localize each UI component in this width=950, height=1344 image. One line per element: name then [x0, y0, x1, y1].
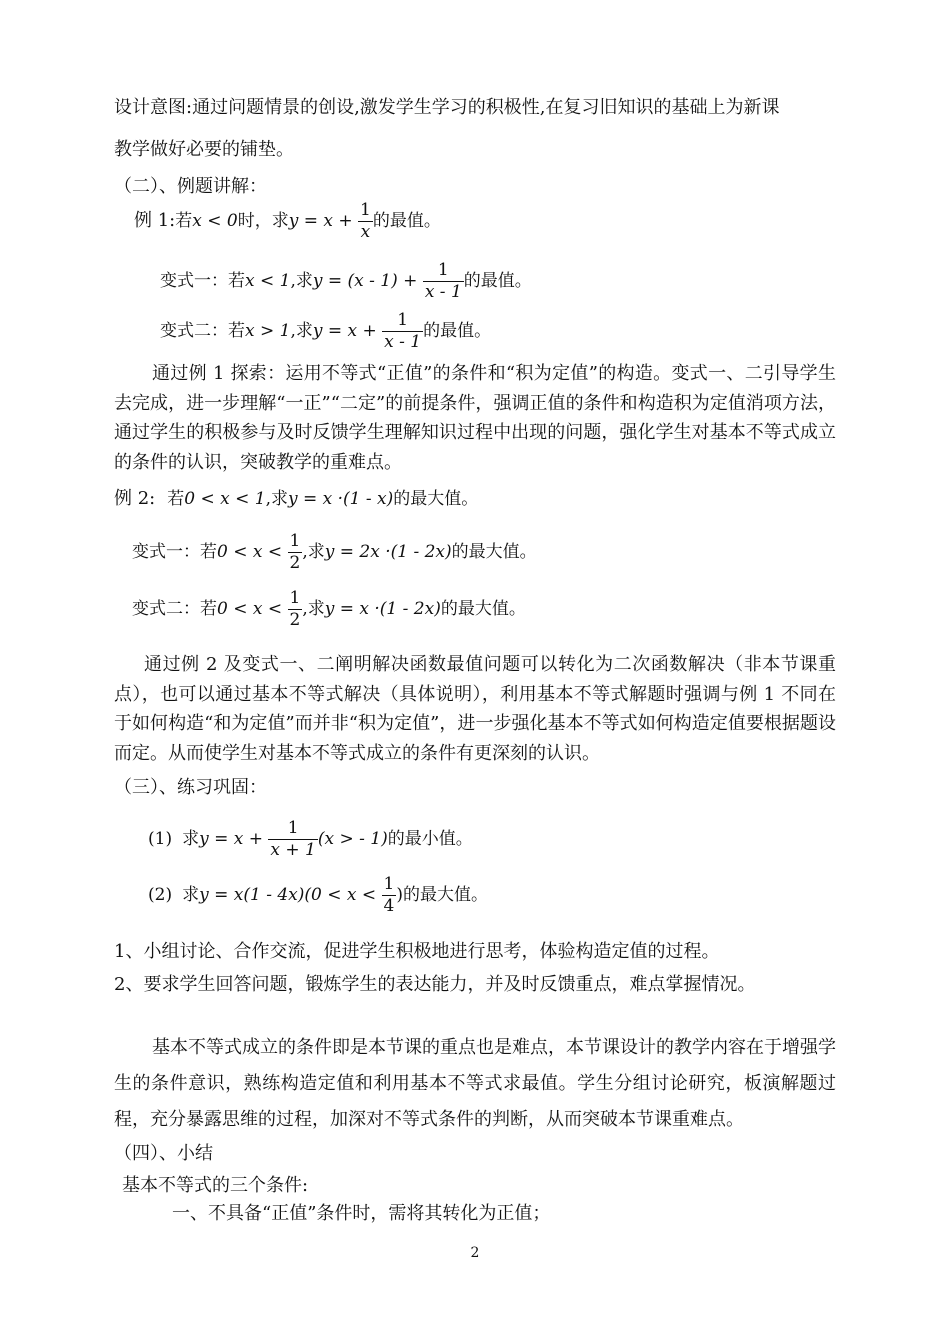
variant-mid: ,求 — [302, 599, 325, 619]
problem-fraction — [382, 876, 397, 915]
fraction-denominator: x - 1 — [424, 282, 462, 302]
variant-pre: 若 — [228, 321, 245, 341]
problem-condition: (x > - 1) — [317, 829, 388, 849]
fraction-numerator: 1 — [382, 312, 423, 332]
problem-post: 的最大值。 — [402, 885, 488, 905]
example-1-condition: x < 0 — [192, 211, 238, 231]
variant-fraction — [423, 262, 464, 301]
example-1-expression: y = x + — [288, 211, 359, 231]
problem-expression: y = x(1 - 4x)(0 < x < — [199, 885, 382, 905]
variant-condition: 0 < x < — [217, 599, 288, 619]
variant-label: 变式一： — [160, 271, 228, 291]
example-1-fraction — [358, 202, 373, 241]
paragraph-example-1-discussion: 通过例 1 探索：运用不等式“正值”的条件和“积为定值”的构造。变式一、二引导学生去完成，进一步理解“一正”“二定”的前提条件，强调正值的条件和构造积为定值消项方法，通过学生的积极参与及时反馈学生理解知识过程中出现的问题，强化学生对基本不等式成立的条件的认识，突破教学的重难点。 — [114, 363, 836, 473]
problem-pre: 求 — [182, 885, 200, 905]
variant-fraction — [288, 590, 303, 629]
variant-post: 的最大值。 — [451, 542, 537, 562]
design-intent-text: 通过问题情景的创设,激发学生学习的积极性,在复习旧知识的基础上为新课 — [192, 97, 780, 118]
fraction-numerator: 1 — [268, 820, 317, 840]
variant-pre: 若 — [228, 271, 245, 291]
variant-post: 的最大值。 — [440, 599, 526, 619]
example-2-post: 的最大值。 — [393, 489, 479, 509]
example-1-pre: 若 — [175, 211, 193, 231]
fraction-denominator: x + 1 — [270, 840, 316, 860]
list-item-1: 1、小组讨论、合作交流，促进学生积极地进行思考，体验构造定值的过程。 — [114, 941, 720, 962]
example-1-post: 的最值。 — [372, 211, 441, 231]
variant-condition: x < 1 — [245, 271, 291, 291]
example-2-mid: ,求 — [265, 489, 288, 509]
example-2-variant-1 — [132, 533, 537, 572]
paragraph-example-2-discussion: 通过例 2 及变式一、二阐明解决函数最值问题可以转化为二次函数解决（非本节课重点），也可以通过基本不等式解决（具体说明），利用基本不等式解题时强调与例 1 不同在于如何构造“和为定值”而并非“积为定值”，进一步强化基本不等式如何构造定值要根据题设而定。从而使学生对基本不等式成立的条件有更深刻的认识。 — [114, 654, 836, 764]
page-number: 2 — [470, 1245, 480, 1261]
variant-expression: y = x ·(1 - 2x) — [324, 599, 441, 619]
problem-fraction — [268, 820, 317, 859]
problem-expression: y = x + — [199, 829, 269, 849]
variant-label: 变式二： — [132, 599, 200, 619]
variant-condition: 0 < x < — [217, 542, 288, 562]
variant-pre: 若 — [200, 542, 217, 562]
example-1 — [134, 202, 441, 241]
problem-post: 的最小值。 — [387, 829, 473, 849]
fraction-denominator: 4 — [383, 896, 395, 916]
fraction-numerator: 1 — [423, 262, 464, 282]
variant-mid: ,求 — [290, 271, 313, 291]
variant-pre: 若 — [200, 599, 217, 619]
example-2-condition: 0 < x < 1 — [184, 489, 266, 509]
variant-condition: x > 1 — [245, 321, 291, 341]
example-2-label: 例 2: — [114, 488, 156, 509]
variant-fraction — [288, 533, 303, 572]
summary-line-2: 一、不具备“正值”条件时，需将其转化为正值； — [172, 1203, 551, 1224]
fraction-numerator: 1 — [383, 874, 395, 894]
fraction-denominator: 2 — [289, 553, 301, 573]
example-2-pre: 若 — [167, 489, 185, 509]
fraction-denominator: x — [360, 222, 371, 242]
variant-label: 变式二： — [160, 321, 228, 341]
fraction-numerator: 1 — [360, 200, 371, 220]
section-3-heading: （三）、练习巩固： — [114, 777, 267, 798]
design-intent-line-2: 教学做好必要的铺垫。 — [114, 139, 294, 160]
example-1-label: 例 1: — [134, 210, 176, 231]
fraction-numerator: 1 — [289, 531, 301, 551]
variant-fraction — [382, 312, 423, 351]
problem-label: (2) — [148, 885, 173, 905]
example-2-expression: y = x ·(1 - x) — [287, 489, 394, 509]
design-intent-label: 设计意图: — [114, 97, 193, 118]
summary-line-1: 基本不等式的三个条件: — [122, 1175, 309, 1196]
practice-problem-2 — [148, 876, 488, 915]
fraction-numerator: 1 — [289, 588, 301, 608]
variant-post: 的最值。 — [463, 271, 532, 291]
variant-mid: ,求 — [290, 321, 313, 341]
example-1-variant-2 — [160, 312, 491, 351]
example-2-variant-2 — [132, 590, 526, 629]
problem-pre: 求 — [182, 829, 200, 849]
problem-label: (1) — [148, 829, 173, 849]
fraction-denominator: 2 — [289, 610, 301, 630]
practice-problem-1 — [148, 820, 473, 859]
variant-mid: ,求 — [302, 542, 325, 562]
example-2 — [114, 487, 478, 511]
fraction-denominator: x - 1 — [384, 332, 422, 352]
variant-label: 变式一： — [132, 542, 200, 562]
variant-expression: y = 2x ·(1 - 2x) — [324, 542, 452, 562]
variant-post: 的最值。 — [423, 321, 492, 341]
example-1-mid: 时，求 — [237, 211, 289, 231]
example-1-variant-1 — [160, 262, 532, 301]
section-2-heading: （二）、例题讲解： — [114, 176, 267, 197]
design-intent-line — [114, 95, 780, 121]
section-4-heading: （四）、小结 — [114, 1143, 213, 1164]
list-item-2: 2、要求学生回答问题，锻炼学生的表达能力，并及时反馈重点，难点掌握情况。 — [114, 974, 756, 995]
variant-expression: y = (x - 1) + — [312, 271, 423, 291]
variant-expression: y = x + — [312, 321, 383, 341]
paragraph-key-points: 基本不等式成立的条件即是本节课的重点也是难点，本节课设计的教学内容在于增强学生的条件意识，熟练构造定值和利用基本不等式求最值。学生分组讨论研究，板演解题过程，充分暴露思维的过程，加深对不等式条件的判断，从而突破本节课重难点。 — [114, 1037, 836, 1130]
problem-close: ) — [396, 885, 403, 905]
